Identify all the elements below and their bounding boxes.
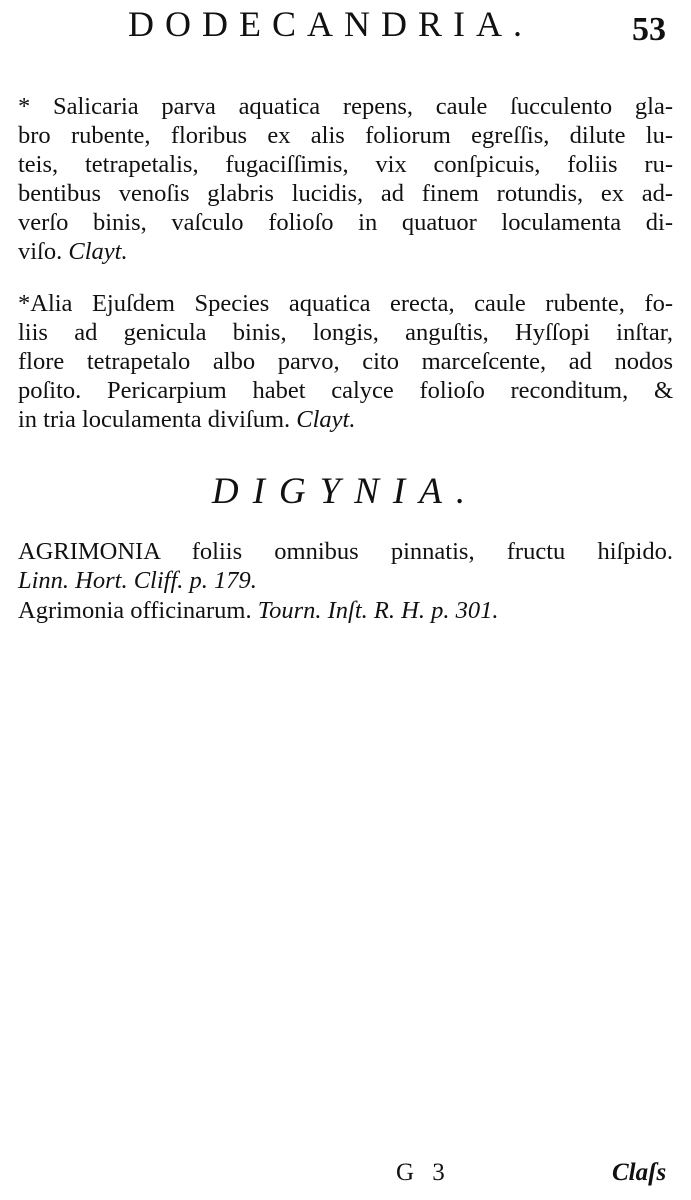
running-head: DODECANDRIA. <box>128 4 533 44</box>
text-line: * Salicaria parva aquatica repens, caule ſucculento gla- <box>18 93 673 120</box>
text-line: flore tetrapetalo albo parvo, cito marceſcente, ad nodos <box>18 348 673 375</box>
linnaeus-reference: Linn. Hort. Cliff. p. 179. <box>18 567 257 594</box>
text-line-last <box>18 237 673 266</box>
catchword: Claſs <box>612 1159 667 1186</box>
tournefort-entry <box>18 596 498 625</box>
signature-mark: G 3 <box>396 1159 451 1186</box>
page-number: 53 <box>632 11 666 48</box>
text-line: teis, tetrapetalis, fugaciſſimis, vix conſpicuis, foliis ru- <box>18 151 673 178</box>
section-heading: DIGYNIA. <box>211 471 480 512</box>
text-line: liis ad genicula binis, longis, anguſtis, Hyſſopi inſtar, <box>18 319 673 346</box>
species-description-salicaria <box>18 92 673 266</box>
species-description-alia <box>18 289 673 434</box>
text-line-end: in tria loculamenta diviſum. <box>18 406 291 433</box>
agrimonia-entry: AGRIMONIA foliis omnibus pinnatis, fructu hiſpido. <box>18 538 673 565</box>
author-citation: Clayt. <box>296 406 356 433</box>
species-name: Agrimonia officinarum. <box>18 597 252 624</box>
text-line: bro rubente, floribus ex alis foliorum egreſſis, dilute lu- <box>18 122 673 149</box>
text-line: verſo binis, vaſculo folioſo in quatuor loculamenta di- <box>18 209 673 236</box>
text-line: bentibus venoſis glabris lucidis, ad finem rotundis, ex ad- <box>18 180 673 207</box>
text-line: *Alia Ejuſdem Species aquatica erecta, caule rubente, fo- <box>18 290 673 317</box>
text-line-last <box>18 405 673 434</box>
tournefort-reference: Tourn. Inſt. R. H. p. 301. <box>257 597 499 624</box>
text-line-end: viſo. <box>18 238 63 265</box>
author-citation: Clayt. <box>68 238 128 265</box>
text-line: poſito. Pericarpium habet calyce folioſo reconditum, & <box>18 377 673 404</box>
